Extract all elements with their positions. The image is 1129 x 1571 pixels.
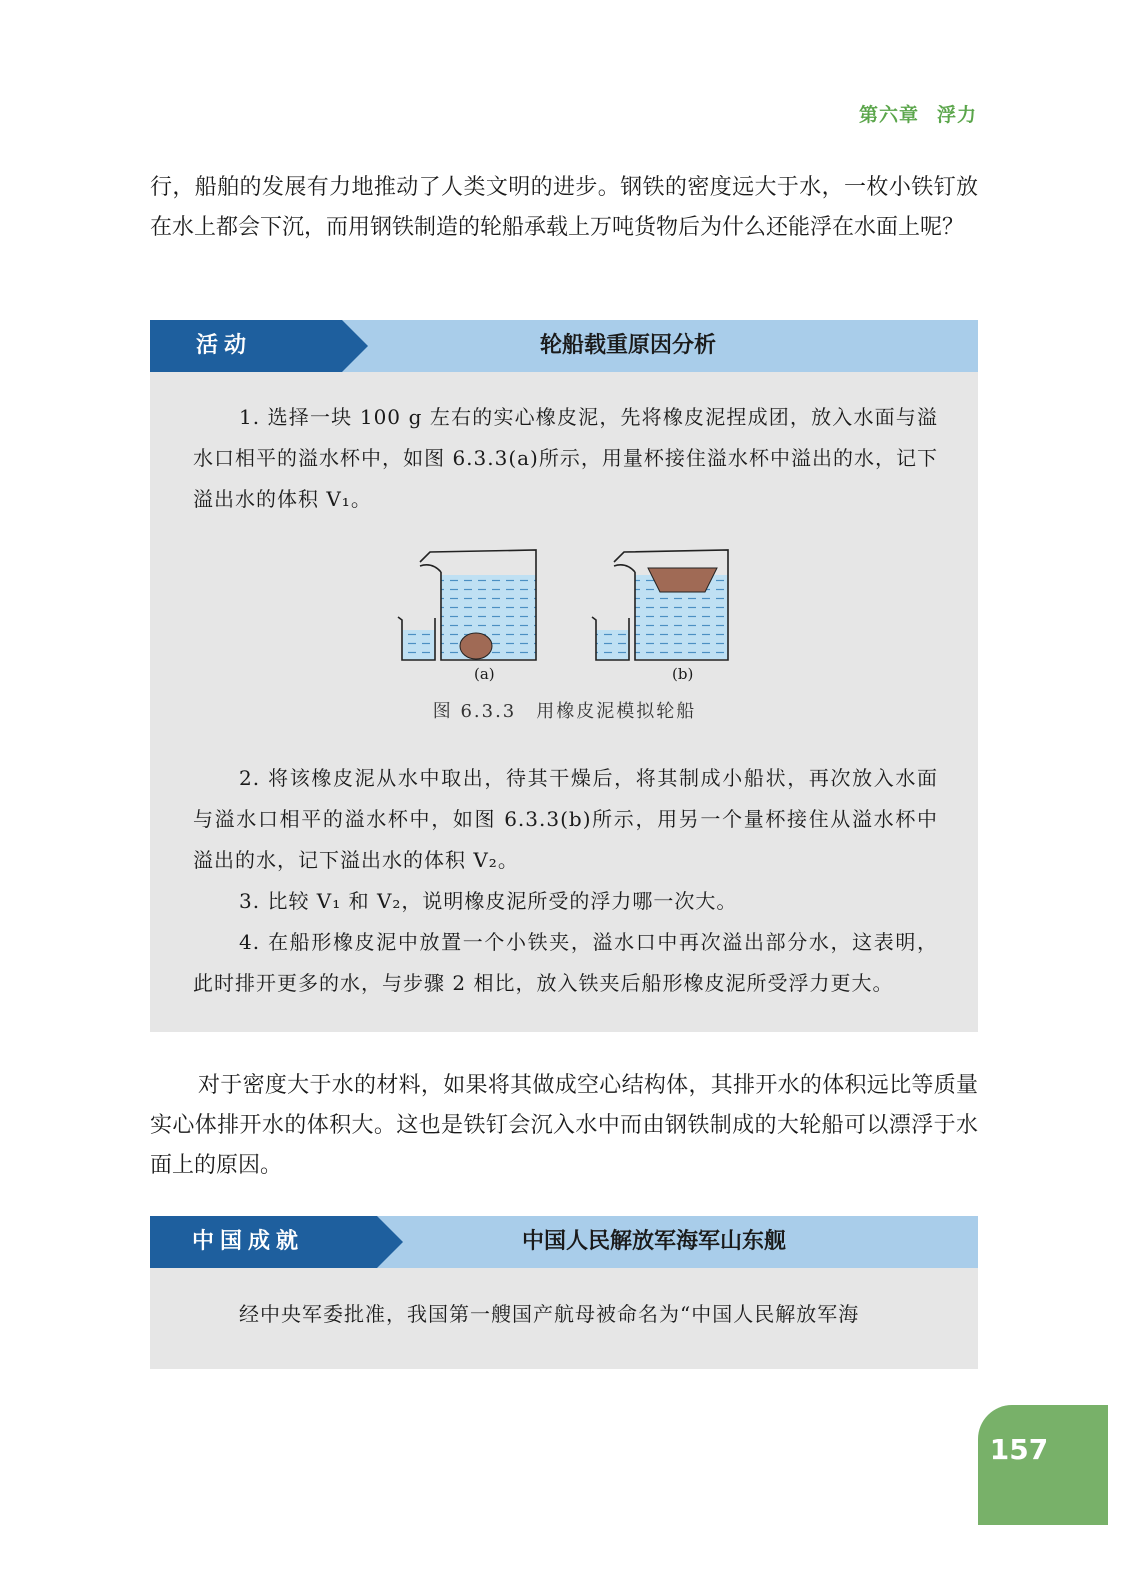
activity-step-4: 4. 在船形橡皮泥中放置一个小铁夹，溢水口中再次溢出部分水，这表明，此时排开更多的水，与步骤 2 相比，放入铁夹后船形橡皮泥所受浮力更大。 [193,930,938,995]
conclusion-paragraph: 对于密度大于水的材料，如果将其做成空心结构体，其排开水的体积远比等质量实心体排开水的体积大。这也是铁钉会沉入水中而由钢铁制成的大轮船可以漂浮于水面上的原因。 [150,1073,978,1178]
figure-caption [0,697,1129,723]
activity-step-2: 2. 将该橡皮泥从水中取出，待其干燥后，将其制成小船状，再次放入水面与溢水口相平的溢水杯中，如图 6.3.3(b)所示，用另一个量杯接住从溢水杯中溢出的水，记下溢出水的体积 V₂。 [193,766,938,872]
chapter-topic: 浮力 [936,104,977,126]
clay-ball [460,633,492,659]
figure-label-a: (a) [474,665,495,683]
activity-step-3: 3. 比较 V₁ 和 V₂，说明橡皮泥所受的浮力哪一次大。 [239,889,738,913]
activity-tag: 活动 [150,320,342,372]
achievement-tag: 中国成就 [150,1216,377,1268]
page-number: 157 [989,1433,1049,1466]
figure-caption-text: 用橡皮泥模拟轮船 [536,701,697,722]
measuring-cup-a [398,617,435,660]
achievement-header [150,1216,978,1268]
clay-boat [648,568,717,592]
intro-paragraph: 行，船舶的发展有力地推动了人类文明的进步。钢铁的密度远大于水，一枚小铁钉放在水上都会下沉，而用钢铁制造的轮船承载上万吨货物后为什么还能浮在水面上呢？ [150,175,978,240]
chapter-number: 第六章 [858,104,919,126]
figure-label-b: (b) [672,665,694,683]
page-number-tab [978,1405,1108,1525]
activity-step-1: 1. 选择一块 100 g 左右的实心橡皮泥，先将橡皮泥捏成团，放入水面与溢水口相平的溢水杯中，如图 6.3.3(a)所示，用量杯接住溢水杯中溢出的水，记下溢出水的体积 V₁。 [193,405,938,511]
achievement-text: 经中央军委批准，我国第一艘国产航母被命名为“中国人民解放军海 [239,1302,860,1326]
achievement-title: 中国人民解放军海军山东舰 [522,1229,787,1254]
overflow-cup-b [614,550,728,660]
measuring-cup-b [592,617,629,660]
activity-title: 轮船载重原因分析 [540,333,717,358]
figure-caption-number: 图 6.3.3 [432,701,517,722]
